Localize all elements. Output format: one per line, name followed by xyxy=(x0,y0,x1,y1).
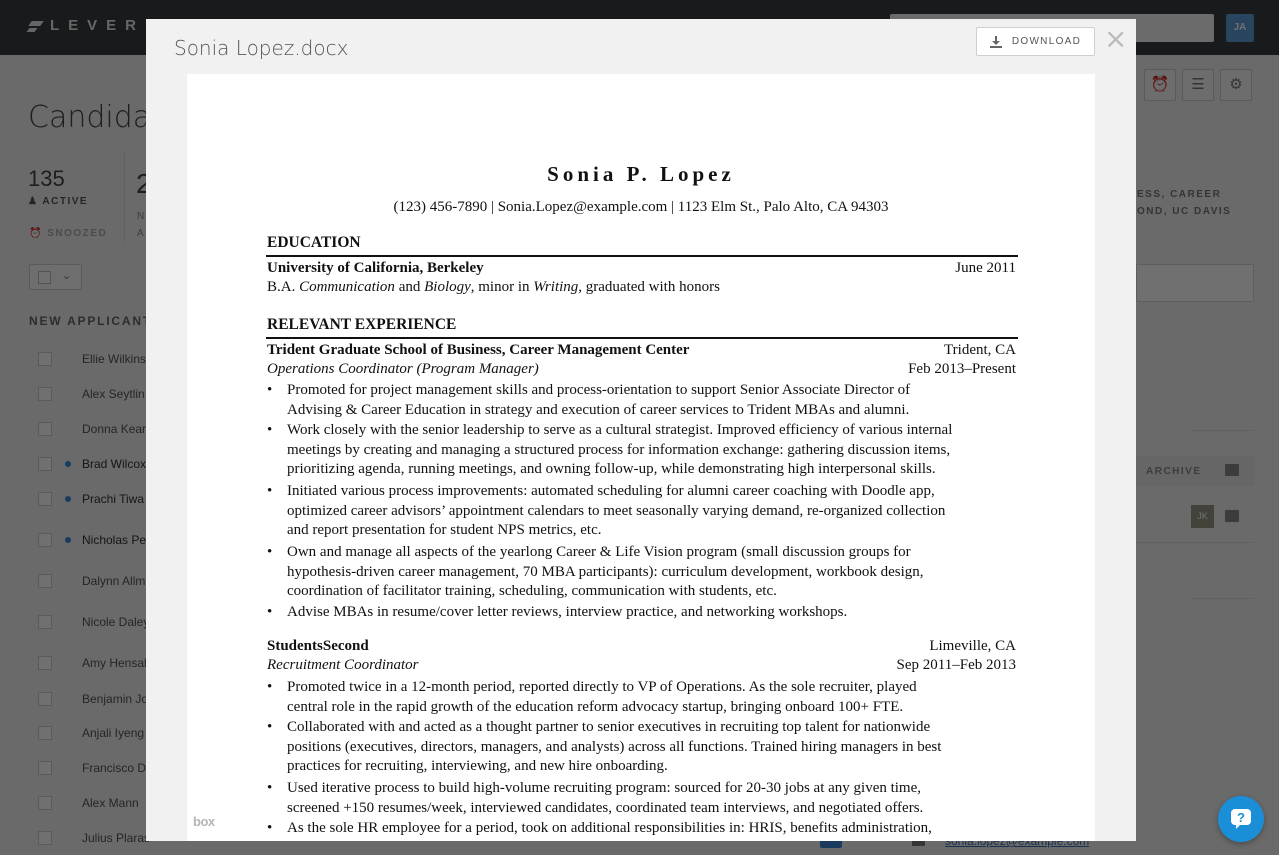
job-role: Recruitment Coordinator xyxy=(267,657,419,673)
bullet-marker: • xyxy=(267,820,273,836)
bullet-marker: • xyxy=(267,679,273,695)
resume-document xyxy=(187,74,1095,841)
bullet-marker: • xyxy=(267,780,273,796)
modal-title: Sonia Lopez.docx xyxy=(174,36,349,60)
help-chat-button[interactable] xyxy=(1218,796,1264,842)
download-icon xyxy=(990,36,1002,48)
bullet-text: Promoted twice in a 12-month period, reported directly to VP of Operations. As the sole recruiter, played central role in the rapid growth of the education reform advocacy startup, bringing onboard 100+ FTE. xyxy=(287,679,917,715)
resume-name: Sonia P. Lopez xyxy=(547,162,735,186)
job-header xyxy=(267,341,1016,360)
resume-contact: (123) 456-7890 | Sonia.Lopez@example.com | 1123 Elm St., Palo Alto, CA 94303 xyxy=(393,199,889,215)
job-role-row xyxy=(267,656,1016,675)
bullet-marker: • xyxy=(267,483,273,499)
box-viewer-logo: box xyxy=(193,814,215,829)
job-org: Trident Graduate School of Business, Career Management Center xyxy=(267,342,690,358)
job-role-row xyxy=(267,360,1016,379)
bullet-text: Promoted for project management skills and process-orientation to support Senior Associate Director of Advising & Career Education in strategy and execution of career services to Trident MBAs and alumni. xyxy=(287,382,911,418)
job-dates: Sep 2011–Feb 2013 xyxy=(896,657,1016,673)
job-location: Limeville, CA xyxy=(929,638,1016,654)
education-heading: EDUCATION xyxy=(267,234,361,251)
download-button[interactable] xyxy=(976,27,1095,56)
close-icon[interactable]: × xyxy=(1104,22,1128,55)
bullet-text: Advise MBAs in resume/cover letter reviews, interview practice, and networking workshops. xyxy=(287,604,848,620)
svg-text:?: ? xyxy=(1237,810,1245,825)
experience-heading: RELEVANT EXPERIENCE xyxy=(267,316,457,333)
job-dates: Feb 2013–Present xyxy=(908,361,1016,377)
chat-question-icon xyxy=(1230,808,1252,830)
document-preview-modal xyxy=(146,19,1136,841)
download-label: DOWNLOAD xyxy=(1011,36,1082,47)
bullet-text: Collaborated with and acted as a thought partner to senior executives in recruiting top talent for nationwide positions (executives, directors, managers, and analysts) across all functions. Trained hiring managers in best practices for recruiting, interviewing, and new hire onboarding. xyxy=(287,719,942,774)
school-date: June 2011 xyxy=(955,260,1016,276)
section-rule xyxy=(266,255,1018,257)
bullet-text: Initiated various process improvements: automated scheduling for alumni career coaching with Doodle app, optimized career advisors’ appointment calendars to meet seasonally varying demand, re-organized collection and report presentation for student NPS metrics, etc. xyxy=(287,483,946,538)
bullet-marker: • xyxy=(267,422,273,438)
education-row xyxy=(267,259,1016,278)
job-header xyxy=(267,637,1016,656)
job-location: Trident, CA xyxy=(944,342,1016,358)
bullet-text: Used iterative process to build high-volume recruiting program: sourced for 20-30 jobs at any given time, screened +150 resumes/week, interviewed candidates, coordinated team interviews, and negotiated offers. xyxy=(287,780,924,816)
bullet-marker: • xyxy=(267,604,273,620)
bullet-marker: • xyxy=(267,544,273,560)
section-rule xyxy=(266,337,1018,339)
school-name: University of California, Berkeley xyxy=(267,260,484,276)
bullet-text: Work closely with the senior leadership to serve as a cultural strategist. Improved efficiency of various internal meetings by creating and managing a structured process for information exchange: gathering discussion items, prioritizing agenda, running meetings, and owning follow-up, while demonstrating high interpersonal skills. xyxy=(287,422,953,477)
bullet-marker: • xyxy=(267,382,273,398)
job-org: StudentsSecond xyxy=(267,638,369,654)
bullet-text: As the sole HR employee for a period, took on additional responsibilities in: HRIS, benefits administration, xyxy=(287,820,932,836)
degree-line: B.A. Communication and Biology, minor in Writing, graduated with honors xyxy=(267,279,720,295)
job-role: Operations Coordinator (Program Manager) xyxy=(267,361,539,377)
bullet-text: Own and manage all aspects of the yearlong Career & Life Vision program (small discussion groups for hypothesis-driven career management, 70 MBA participants): curriculum development, workbook design, coordination of facilitator training, scheduling, communication with students, etc. xyxy=(287,544,924,599)
bullet-marker: • xyxy=(267,719,273,735)
